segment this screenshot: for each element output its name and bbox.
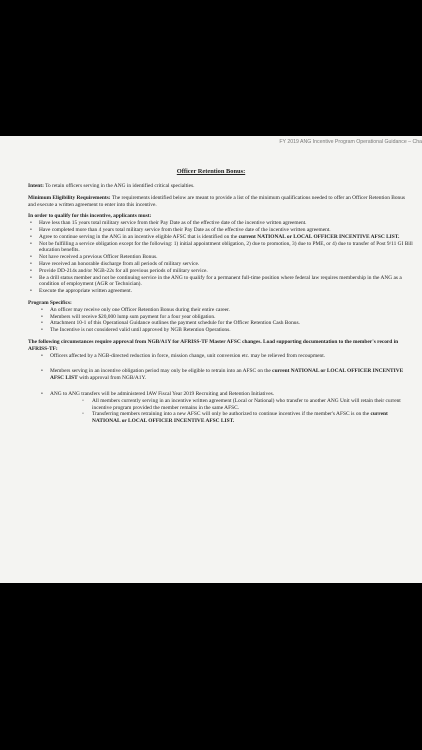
list-item: • Officers affected by a NGB-directed reduction in force, mission change, unit conversion etc. may be relieved from recoupment. [50, 353, 414, 360]
list-item-text: Agree to continue serving in the ANG in an incentive eligible AFSC that is identified on the [39, 233, 239, 240]
list-item: • Not be fulfilling a service obligation except for the following: 1) initial appointment obligation, 2) due to promotion, 3) due to PME, or 4) due to transfer of Post 9/11 GI Bill education benefits. [39, 241, 414, 255]
document-title: Officer Retention Bonus: [176, 168, 246, 175]
list-item [50, 391, 414, 425]
document-page [0, 136, 422, 583]
list-item-text: ANG to ANG transfers will be administered IAW Fiscal Year 2019 Recruiting and Retention Initiatives. [50, 390, 275, 397]
min-eligibility-label: Minimum Eligibility Requirements: [28, 194, 111, 201]
list-item: • Provide DD-214s and/or NGB-22s for all previous periods of military service. [39, 268, 414, 275]
afriss-list [28, 353, 414, 360]
list-item-bold: current NATIONAL or LOCAL OFFICER INCENTIVE AFSC LIST. [238, 233, 400, 240]
list-item: • An officer may receive only one Officer Retention Bonus during their entire career. [50, 307, 414, 314]
transfer-list [28, 391, 414, 425]
afriss-list-2 [28, 368, 414, 382]
list-item: • Have received an honorable discharge from all periods of military service. [39, 261, 414, 268]
list-item: • Have completed more than 4 years total military service from their Pay Date as of the effective date of the incentive written agreement. [39, 227, 414, 234]
list-item: ◦ All members currently serving in an incentive written agreement (Local or National) who transfer to another ANG Unit will retain their current incentive program provided the member remains in the same AFSC. [92, 398, 414, 412]
intent-text: To retain officers serving in the ANG in identified critical specialties. [43, 183, 195, 189]
intent-paragraph [28, 183, 414, 190]
list-item [39, 234, 414, 241]
list-item: • Members will receive $20,000 lump sum payment for a four year obligation. [50, 314, 414, 321]
list-item: • Execute the appropriate written agreement. [39, 288, 414, 295]
list-item-bold: current NATIONAL or LOCAL OFFICER INCENTIVE AFSC LIST. [92, 411, 388, 425]
list-item-bold: current NATIONAL or LOCAL OFFICER INCENTIVE AFSC LIST [50, 368, 404, 382]
intent-label: Intent: [28, 183, 44, 189]
running-header: FY 2019 ANG Incentive Program Operational Guidance – Cha [279, 139, 422, 145]
min-eligibility-paragraph [28, 195, 414, 209]
min-eligibility-text: The requirements identified below are meant to provide a list of the minimum qualifications needed to offer an Officer Retention Bonus and execute a written agreement to enter into this incentive. [28, 194, 406, 208]
qualify-list [28, 220, 414, 295]
list-item-text: with approval from NGB/A1Y. [77, 375, 147, 382]
list-item: • Attachment 10-1 of this Operational Guidance outlines the payment schedule for the Officer Retention Cash Bonus. [50, 320, 414, 327]
afriss-heading: The following circumstances require approval from NGB/A1Y for AFRISS-TF Master AFSC changes. Load supporting documentation to the member's record in AFRISS-TF: [28, 338, 399, 352]
list-item: • Be a drill status member and not be continuing service in the ANG to qualify for a permanent full-time position where federal law requires membership in the ANG as a condition of employment (AGR or Technician). [39, 275, 414, 289]
list-item-text: Members serving in an incentive obligation period may only be eligible to retrain into an AFSC on the [50, 368, 273, 375]
document-body [28, 183, 414, 430]
qualify-heading: In order to qualify for this incentive, applicants must: [28, 213, 152, 220]
list-item: • Have less than 15 years total military service from their Pay Date as of the effective date of the incentive written agreement. [39, 220, 414, 227]
list-item [50, 368, 414, 382]
list-item-text: Transferring members retraining into a new AFSC will only be authorized to continue incentives if the member's AFSC is on the [92, 411, 371, 418]
specifics-heading: Program Specifics: [28, 299, 72, 306]
list-item [92, 411, 414, 425]
list-item: • The Incentive is not considered valid until approved by NGB Retention Operations. [50, 327, 414, 334]
transfer-sublist [50, 398, 414, 425]
list-item: • Not have received a previous Officer Retention Bonus. [39, 254, 414, 261]
specifics-list [28, 307, 414, 334]
